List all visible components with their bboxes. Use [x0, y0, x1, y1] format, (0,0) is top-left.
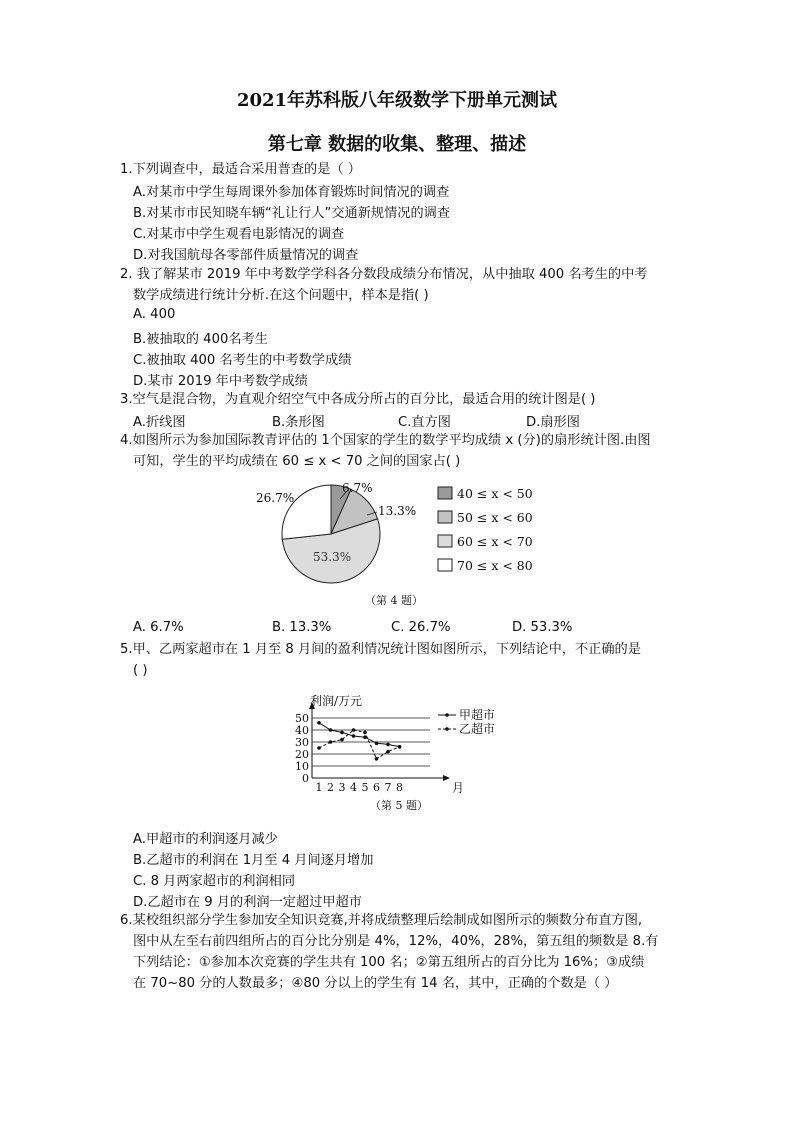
legend-marker-1 — [445, 727, 449, 731]
q2-option-a: A. 400 — [133, 307, 176, 322]
series-0-point — [340, 731, 344, 735]
pie-chart-figure — [245, 475, 555, 615]
q1-option-d: D.对我国航母各零部件质量情况的调查 — [133, 248, 359, 263]
q1-stem: 1.下列调查中，最适合采用普查的是（ ） — [120, 162, 361, 177]
q4-stem-line2: 可知，学生的平均成绩在 60 ≤ x < 70 之间的国家占( ) — [133, 454, 461, 469]
x-tick-label: 6 — [373, 781, 380, 794]
line-chart-ylabel: 利润/万元 — [310, 694, 363, 708]
pie-slices — [282, 485, 380, 583]
q6-line1: 6.某校组织部分学生参加安全知识竞赛,并将成绩整理后绘制成如图所示的频数分布直方图, — [120, 913, 643, 928]
q3-option-c: C.直方图 — [398, 415, 451, 430]
q1-option-a: A.对某市中学生每周课外参加体育锻炼时间情况的调查 — [133, 185, 450, 200]
pie-label-1: 13.3% — [378, 504, 417, 518]
series-1-point — [340, 738, 344, 742]
pie-label-0: 6.7% — [342, 481, 373, 495]
q4-option-b: B. 13.3% — [272, 620, 332, 635]
q5-stem-line1: 5.甲、乙两家超市在 1 月至 8 月间的盈利情况统计图如图所示，下列结论中，不正确的是 — [120, 642, 641, 657]
x-tick-label: 7 — [384, 781, 392, 794]
y-tick-label: 40 — [295, 724, 309, 737]
pie-label-3: 26.7% — [256, 491, 295, 505]
x-tick-label: 3 — [338, 781, 346, 794]
q3-option-d: D.扇形图 — [526, 415, 580, 430]
line-chart-caption: （第 5 题） — [370, 799, 428, 812]
q3-option-b: B.条形图 — [272, 415, 325, 430]
x-tick-label: 5 — [361, 781, 369, 794]
x-tick-label: 1 — [315, 781, 323, 794]
q2-stem-line2: 数学成绩进行统计分析.在这个问题中，样本是指( ) — [133, 288, 429, 303]
q5-option-a: A.甲超市的利润逐月减少 — [133, 832, 278, 847]
series-1-point — [375, 757, 379, 761]
line-chart-figure — [280, 690, 520, 818]
chapter-subtitle: 第七章 数据的收集、整理、描述 — [267, 134, 527, 155]
x-tick-label: 4 — [350, 781, 357, 794]
series-0-point — [386, 743, 390, 747]
series-0-point — [352, 734, 356, 738]
pie-caption: （第 4 题） — [365, 594, 423, 607]
q6-line4: 在 70~80 分的人数最多；④80 分以上的学生有 14 名，其中，正确的个数是（ ） — [133, 976, 618, 991]
legend-marker-0 — [445, 713, 449, 717]
series-1-point — [317, 746, 321, 750]
series-1-point — [386, 750, 390, 754]
pie-legend-swatch-1 — [438, 511, 452, 523]
series-0-point — [375, 741, 379, 745]
series-1-point — [329, 740, 333, 744]
pie-legend-swatch-0 — [438, 487, 452, 499]
pie-label-2: 53.3% — [313, 550, 352, 564]
q5-option-d: D.乙超市在 9 月的利润一定超过甲超市 — [133, 895, 362, 910]
q1-option-c: C.对某市中学生观看电影情况的调查 — [133, 227, 345, 242]
pie-legend — [438, 486, 533, 573]
page-title: 2021年苏科版八年级数学下册单元测试 — [236, 90, 558, 111]
q1-option-b: B.对某市市民知晓车辆“礼让行人”交通新规情况的调查 — [133, 206, 451, 221]
q6-line3: 下列结论：①参加本次竞赛的学生共有 100 名；②第五组所占的百分比为 16%；③成绩 — [133, 955, 645, 970]
x-tick-label: 2 — [327, 781, 334, 794]
series-1-point — [398, 745, 402, 749]
y-tick-label: 30 — [295, 736, 309, 749]
x-axis-arrow — [443, 775, 450, 781]
q3-option-a: A.折线图 — [133, 415, 186, 430]
q5-option-b: B.乙超市的利润在 1月至 4 月间逐月增加 — [133, 853, 374, 868]
legend-label-1: 乙超市 — [459, 722, 496, 736]
q2-option-d: D.某市 2019 年中考数学成绩 — [133, 374, 308, 389]
q3-stem: 3.空气是混合物，为直观介绍空气中各成分所占的百分比，最适合用的统计图是( ) — [120, 392, 596, 407]
q5-stem-line2: ( ) — [133, 663, 148, 678]
q4-stem-line1: 4.如图所示为参加国际教青评估的 1个国家的学生的数学平均成绩 x (分)的扇形统计图.由图 — [120, 433, 651, 448]
q2-option-c: C.被抽取 400 名考生的中考数学成绩 — [133, 353, 352, 368]
y-tick-label: 0 — [302, 772, 309, 785]
q4-option-a: A. 6.7% — [133, 620, 184, 635]
pie-legend-label-0: 40 ≤ x < 50 — [457, 486, 533, 501]
y-tick-label: 10 — [295, 760, 309, 773]
legend-label-0: 甲超市 — [459, 708, 496, 722]
series-1-point — [363, 731, 367, 735]
pie-legend-label-2: 60 ≤ x < 70 — [457, 534, 533, 549]
line-chart-xlabel: 月 — [452, 781, 465, 795]
q2-stem-line1: 2. 我了解某市 2019 年中考数学学科各分数段成绩分布情况，从中抽取 400 名考生的中考 — [120, 267, 648, 282]
q4-option-d: D. 53.3% — [512, 620, 573, 635]
q5-option-c: C. 8 月两家超市的利润相同 — [133, 874, 296, 889]
series-1-point — [352, 728, 356, 732]
pie-legend-swatch-3 — [438, 559, 452, 571]
series-0-point — [317, 721, 321, 725]
pie-legend-label-3: 70 ≤ x < 80 — [457, 558, 533, 573]
series-0-point — [329, 728, 333, 732]
x-tick-label: 8 — [396, 781, 403, 794]
y-tick-label: 50 — [295, 712, 309, 725]
q4-option-c: C. 26.7% — [391, 620, 451, 635]
q2-option-b: B.被抽取的 400名考生 — [133, 332, 268, 347]
q6-line2: 图中从左至右前四组所占的百分比分别是 4%，12%，40%，28%，第五组的频数是 8.有 — [133, 934, 659, 949]
pie-legend-label-1: 50 ≤ x < 60 — [457, 510, 533, 525]
pie-legend-swatch-2 — [438, 535, 452, 547]
y-tick-label: 20 — [295, 748, 309, 761]
